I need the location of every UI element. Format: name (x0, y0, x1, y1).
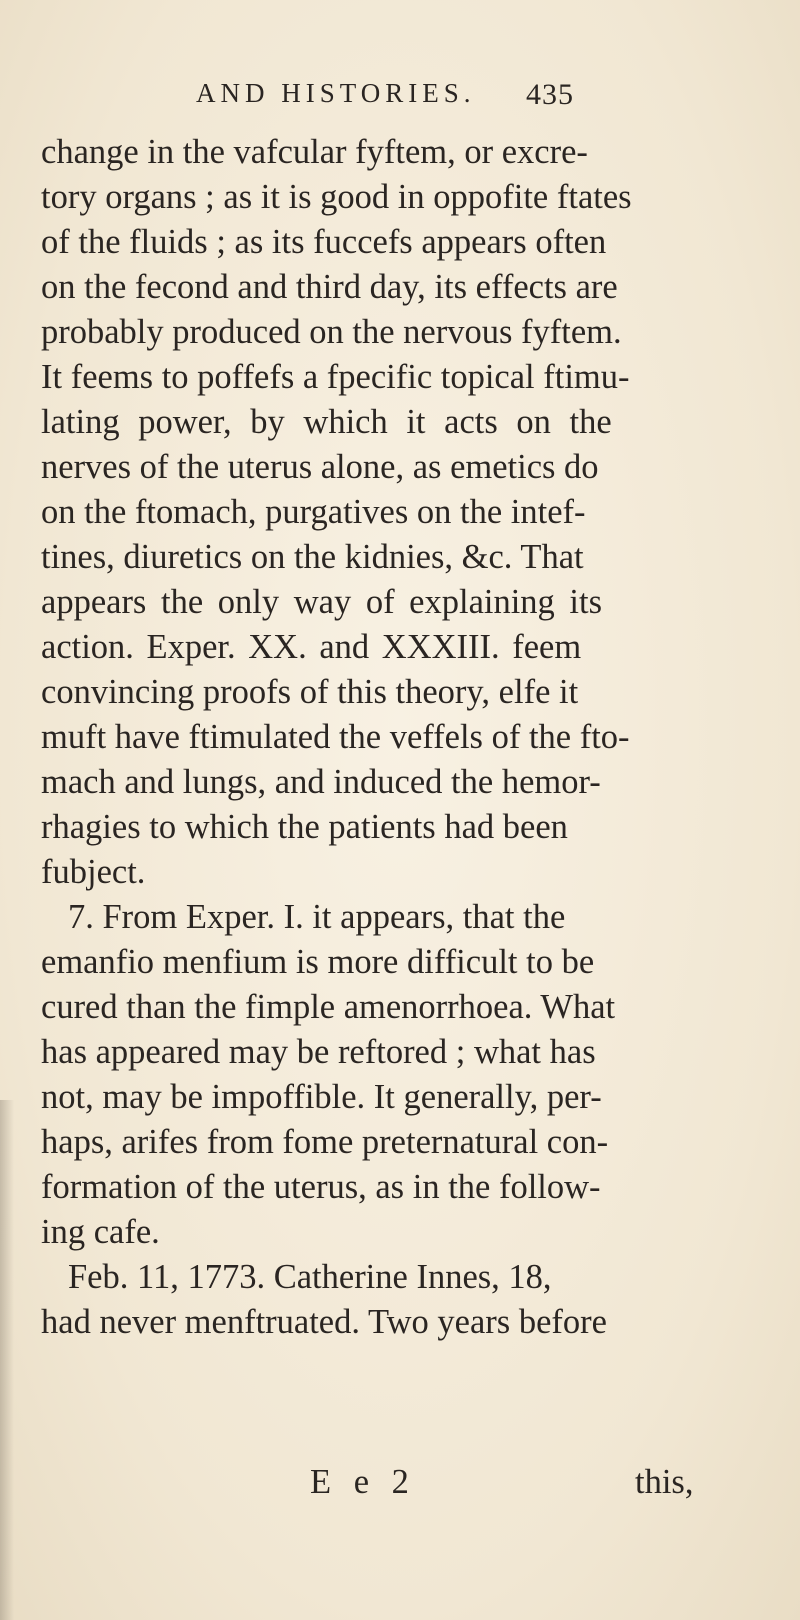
text-line: fubject. (41, 853, 146, 891)
text-line: appears the only way of explaining its (41, 583, 603, 621)
text-line: It feems to poffefs a fpecific topical ftimu- (41, 358, 630, 396)
text-line: probably produced on the nervous fyftem. (41, 313, 622, 351)
text-line: had never menftruated. Two years before (41, 1303, 607, 1341)
text-line: nerves of the uterus alone, as emetics do (41, 448, 599, 486)
text-line: change in the vafcular fyftem, or excre- (41, 133, 588, 171)
text-line: formation of the uterus, as in the follow- (41, 1168, 601, 1206)
binding-shadow (0, 1100, 14, 1620)
text-line: tines, diuretics on the kidnies, &c. That (41, 538, 584, 576)
text-line: rhagies to which the patients had been (41, 808, 568, 846)
signature-mark: E e 2 (310, 1463, 416, 1501)
text-line: haps, arifes from fome preternatural con- (41, 1123, 609, 1161)
page-header (196, 78, 596, 118)
text-line: action. Exper. XX. and XXXIII. feem (41, 628, 582, 666)
text-line: emanfio menfium is more difficult to be (41, 943, 595, 981)
text-line: of the fluids ; as its fuccefs appears often (41, 223, 607, 261)
text-line: lating power, by which it acts on the (41, 403, 612, 441)
page-footer (0, 1463, 800, 1507)
text-line: muft have ftimulated the veffels of the fto- (41, 718, 630, 756)
text-line: 7. From Exper. I. it appears, that the (68, 898, 566, 936)
text-line: ing cafe. (41, 1213, 160, 1251)
text-line: mach and lungs, and induced the hemor- (41, 763, 601, 801)
text-line: not, may be impoffible. It generally, per- (41, 1078, 602, 1116)
page-number: 435 (526, 78, 574, 111)
catchword: this, (635, 1463, 694, 1501)
text-line: on the ftomach, purgatives on the intef- (41, 493, 586, 531)
running-head: AND HISTORIES. (196, 78, 476, 108)
text-line: on the fecond and third day, its effects are (41, 268, 618, 306)
text-line: cured than the fimple amenorrhoea. What (41, 988, 616, 1026)
text-line: convincing proofs of this theory, elfe it (41, 673, 579, 711)
text-line: has appeared may be reftored ; what has (41, 1033, 596, 1071)
text-line: tory organs ; as it is good in oppofite ftates (41, 178, 632, 216)
text-line: Feb. 11, 1773. Catherine Innes, 18, (68, 1258, 552, 1296)
